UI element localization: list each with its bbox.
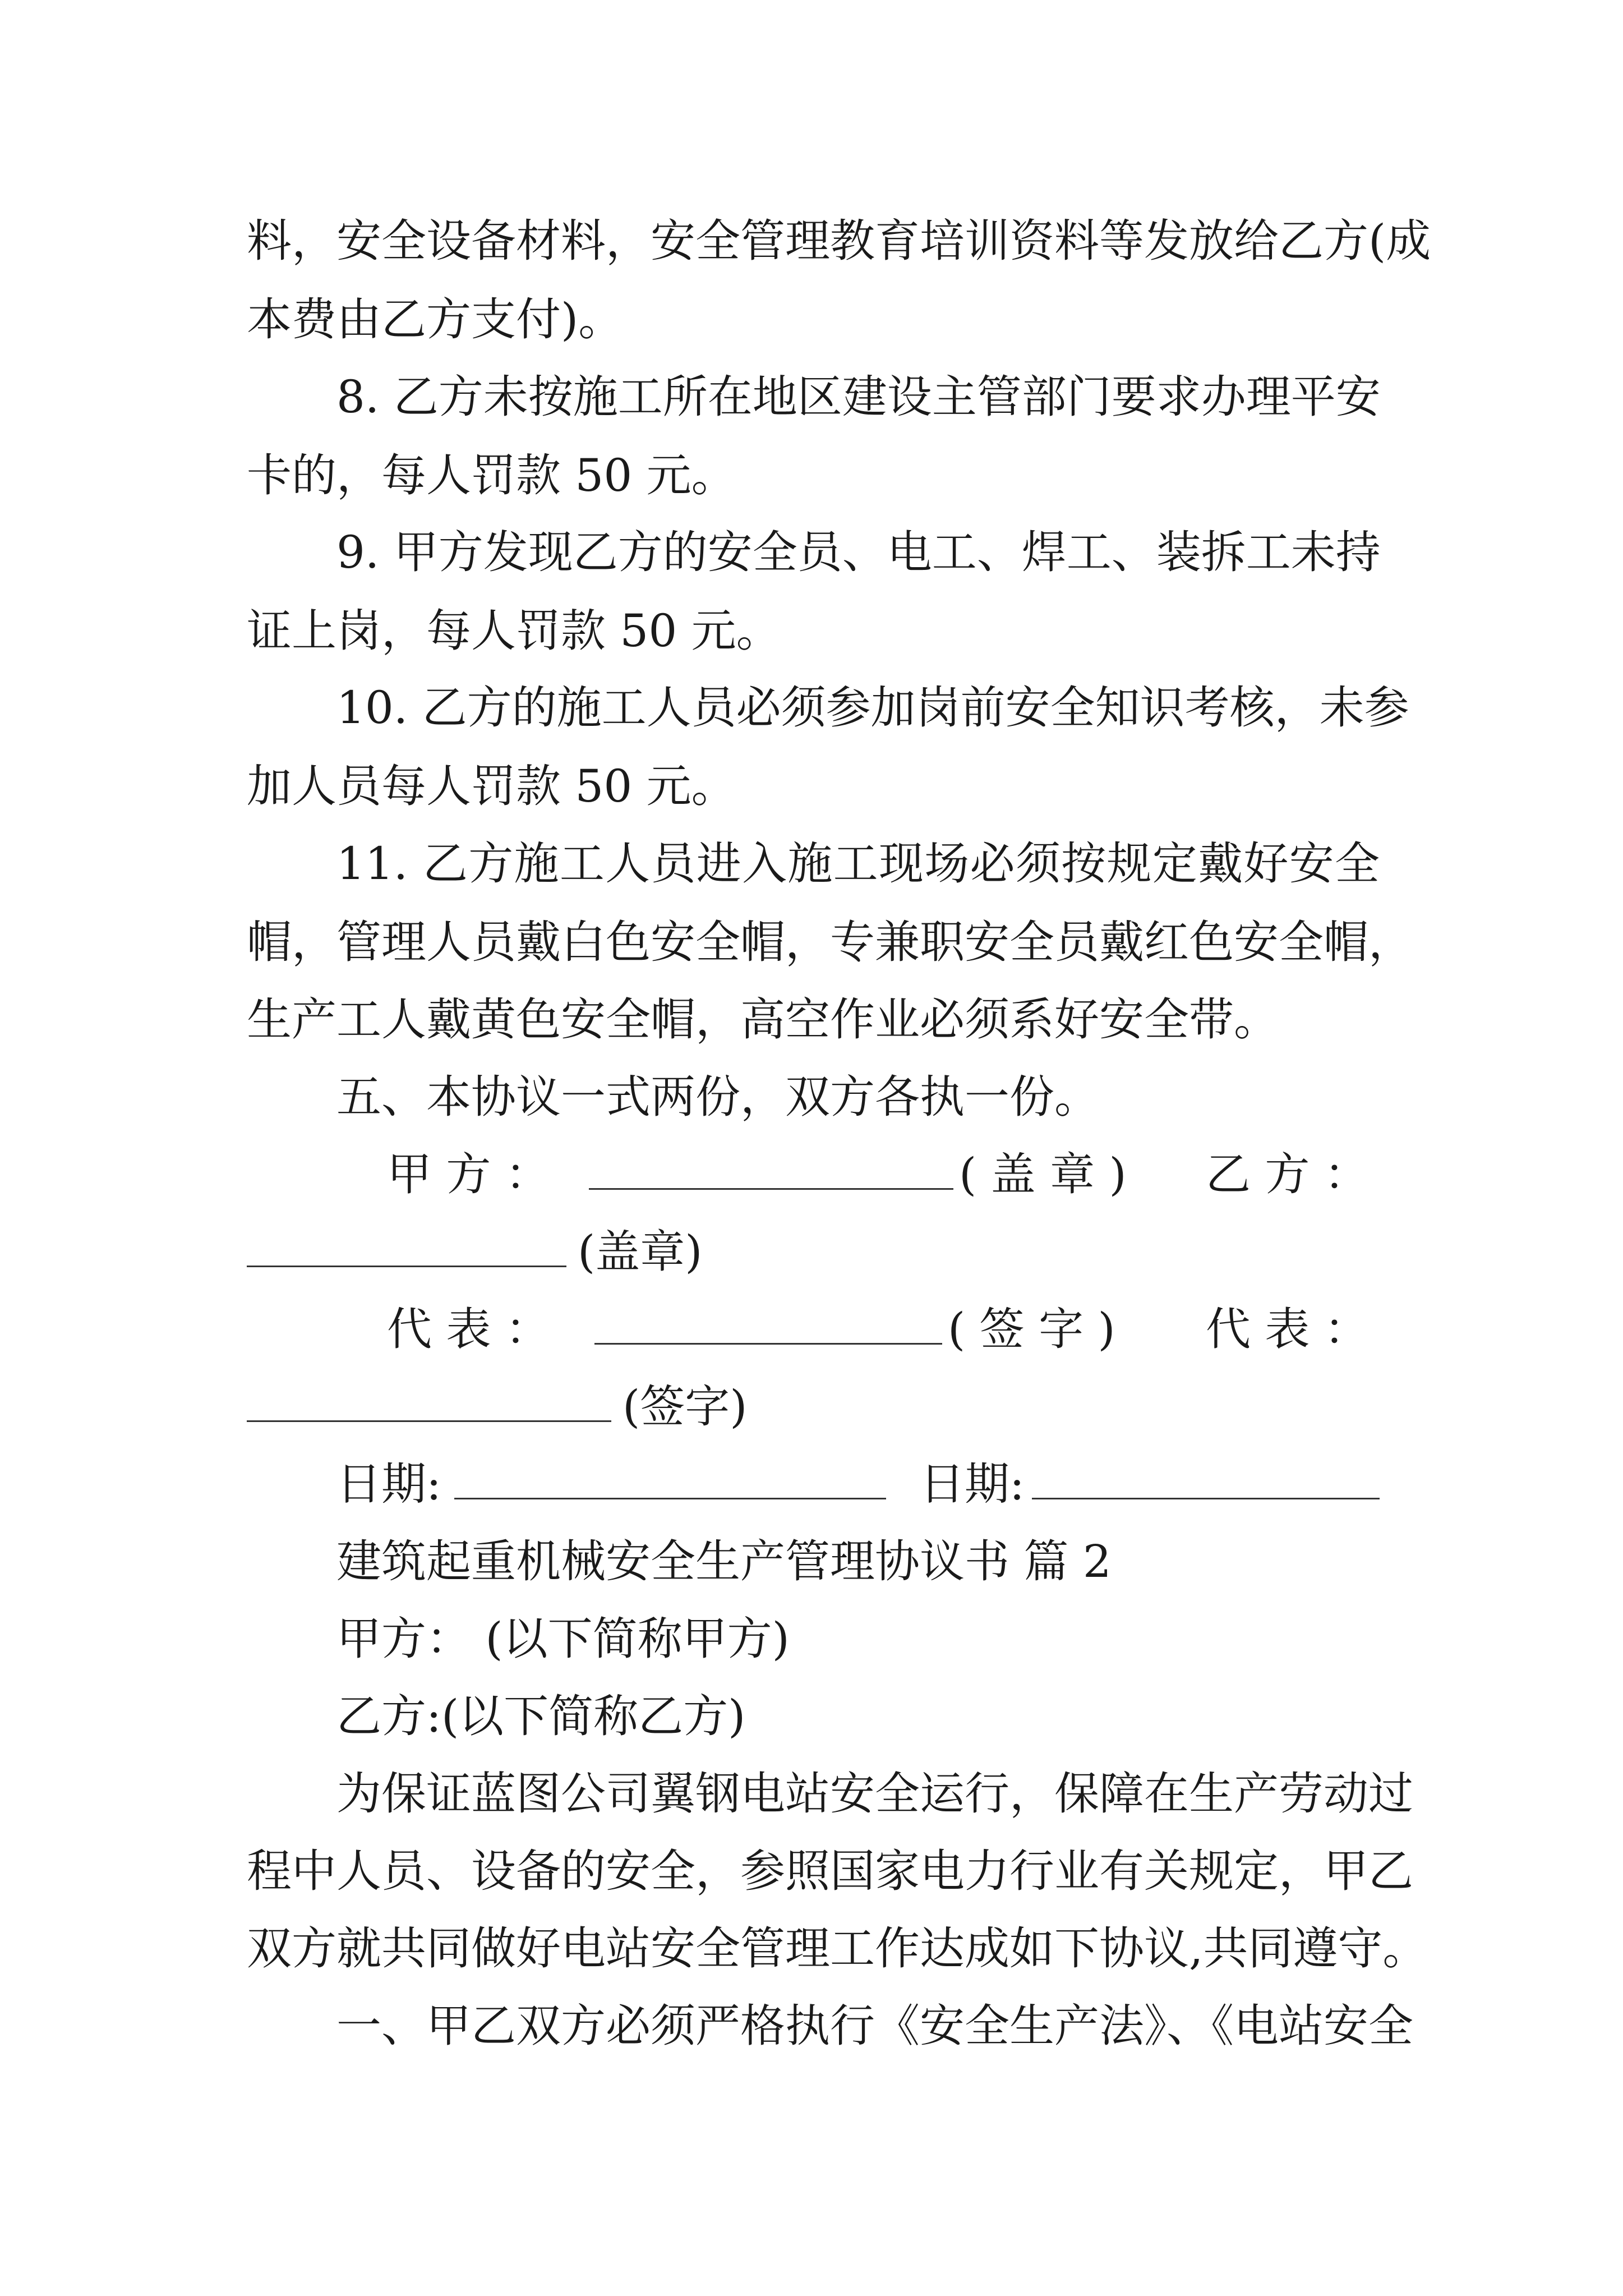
paragraph-line: 为保证蓝图公司翼钢电站安全运行，保障在生产劳动过 [336,1768,1413,1820]
paragraph-line: 加人员每人罚款 50 元。 [247,760,736,812]
date-a-blank [454,1458,886,1499]
date-b-label: 日期: [920,1458,1025,1510]
paragraph-line: 8. 乙方未按施工所在地区建设主管部门要求办理平安 [336,371,1381,423]
paragraph-line: 程中人员、设备的安全，参照国家电力行业有关规定，甲乙 [247,1845,1413,1897]
section-title: 建筑起重机械安全生产管理协议书 篇 2 [336,1535,1112,1588]
party-a-line: 甲方： (以下简称甲方) [336,1613,790,1665]
party-a-seal-blank [589,1149,953,1190]
party-b-line: 乙方:(以下简称乙方) [336,1690,746,1742]
party-a-seal-label: ( 盖 章 ) [959,1148,1127,1200]
party-b-label: 乙 方 ： [1206,1148,1369,1200]
rep-a-label: 代 表 ： [387,1303,550,1355]
date-b-blank [1032,1458,1380,1499]
paragraph-line: 帽，管理人员戴白色安全帽，专兼职安全员戴红色安全帽， [247,916,1413,968]
rep-b-sign-blank [247,1381,611,1422]
paragraph-line: 本费由乙方支付)。 [247,293,624,346]
rep-b-sign-label: (签字) [623,1381,748,1433]
rep-a-sign-blank [594,1304,942,1345]
paragraph-line: 五、本协议一式两份，双方各执一份。 [336,1071,1099,1123]
paragraph-line: 生产工人戴黄色安全帽，高空作业必须系好安全带。 [247,993,1279,1046]
rep-b-label: 代 表 ： [1206,1303,1369,1355]
paragraph-line: 卡的，每人罚款 50 元。 [247,449,736,501]
paragraph-line: 10. 乙方的施工人员必须参加岗前安全知识考核，未参 [336,682,1409,734]
party-a-label: 甲 方 ： [387,1148,550,1200]
party-b-seal-blank [247,1226,566,1267]
paragraph-line: 料，安全设备材料，安全管理教育培训资料等发放给乙方(成 [247,215,1431,267]
paragraph-line: 证上岗，每人罚款 50 元。 [247,605,781,657]
rep-a-sign-label: ( 签 字 ) [948,1303,1115,1355]
paragraph-line: 一、甲乙双方必须严格执行《安全生产法》、《电站安全 [336,2000,1413,2052]
paragraph-line: 9. 甲方发现乙方的安全员、电工、焊工、装拆工未持 [336,526,1381,578]
date-a-label: 日期: [336,1458,441,1510]
party-b-seal-label: (盖章) [578,1226,703,1278]
paragraph-line: 11. 乙方施工人员进入施工现场必须按规定戴好安全 [336,838,1380,890]
paragraph-line: 双方就共同做好电站安全管理工作达成如下协议,共同遵守。 [247,1922,1428,1975]
